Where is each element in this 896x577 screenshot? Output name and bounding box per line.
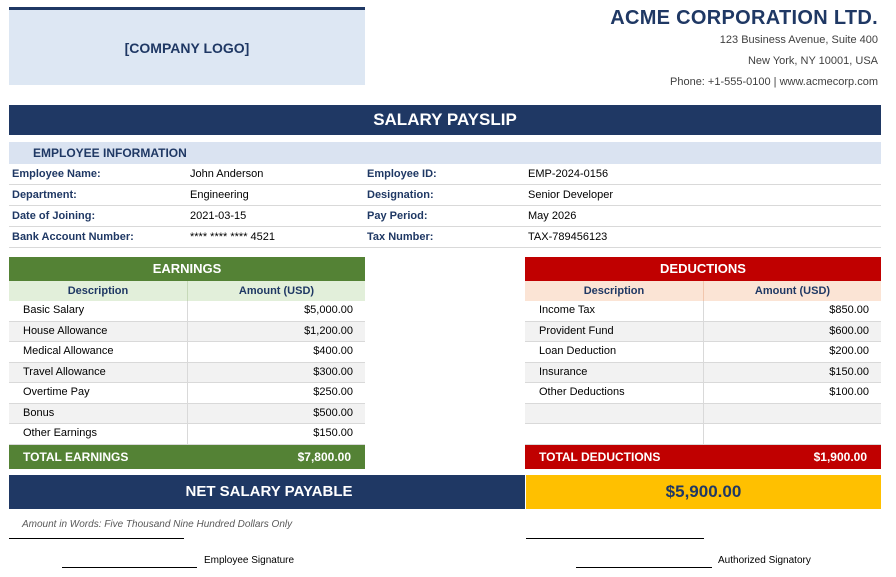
total-deductions-label: TOTAL DEDUCTIONS xyxy=(539,449,661,464)
earnings-heading: EARNINGS xyxy=(9,257,365,281)
divider xyxy=(9,538,184,539)
info-label: Employee ID: xyxy=(367,168,437,180)
earning-description: House Allowance xyxy=(23,324,108,337)
deductions-row xyxy=(525,301,881,322)
earning-description: Travel Allowance xyxy=(23,365,106,378)
info-label: Department: xyxy=(12,189,77,201)
deduction-amount: $850.00 xyxy=(829,304,869,316)
employee-signature-label: Employee Signature xyxy=(204,555,295,566)
info-value: 2021-03-15 xyxy=(190,210,247,222)
earnings-total-row xyxy=(9,445,365,469)
payslip-title: SALARY PAYSLIP xyxy=(9,105,881,135)
total-deductions-value: $1,900.00 xyxy=(813,449,867,464)
amount-in-words: Amount in Words: Five Thousand Nine Hundred Dollars Only xyxy=(22,519,293,530)
deduction-description: Other Deductions xyxy=(539,386,625,398)
info-row xyxy=(9,206,881,227)
earning-amount: $500.00 xyxy=(313,406,353,419)
info-label: Employee Name: xyxy=(12,168,101,180)
earning-description: Medical Allowance xyxy=(23,345,114,357)
earnings-column-header xyxy=(9,281,365,301)
deduction-description: Loan Deduction xyxy=(539,345,617,357)
deduction-amount: $200.00 xyxy=(829,345,869,357)
info-value: Senior Developer xyxy=(528,189,613,201)
deductions-row xyxy=(525,363,881,384)
deduction-amount: $600.00 xyxy=(829,324,869,337)
deductions-col-amount: Amount (USD) xyxy=(754,285,831,297)
info-value: **** **** **** 4521 xyxy=(190,231,276,243)
info-row xyxy=(9,185,881,206)
divider xyxy=(526,538,704,539)
contact-line: Phone: +1-555-0100 | www.acmecorp.com xyxy=(670,76,878,88)
earnings-row xyxy=(9,383,365,404)
info-label: Tax Number: xyxy=(367,231,434,243)
info-label: Designation: xyxy=(367,189,434,201)
deductions-column-header xyxy=(525,281,881,301)
deductions-row xyxy=(525,424,881,445)
info-row xyxy=(9,164,881,185)
employee-signature-line xyxy=(62,567,197,568)
info-value: TAX-789456123 xyxy=(528,231,608,243)
deduction-description: Provident Fund xyxy=(539,324,614,337)
earnings-row xyxy=(9,322,365,343)
earnings-panel xyxy=(9,257,365,469)
deductions-row xyxy=(525,404,881,425)
company-info xyxy=(610,6,878,93)
earning-description: Bonus xyxy=(23,406,55,419)
info-value: John Anderson xyxy=(190,168,264,180)
earning-amount: $300.00 xyxy=(313,365,353,378)
deductions-col-description: Description xyxy=(525,281,704,301)
address-line-1: 123 Business Avenue, Suite 400 xyxy=(719,34,878,46)
deduction-description: Insurance xyxy=(539,365,588,378)
deductions-row xyxy=(525,322,881,343)
net-salary-bar xyxy=(9,475,525,509)
info-value: Engineering xyxy=(190,189,249,201)
address-line-2: New York, NY 10001, USA xyxy=(747,55,878,67)
earnings-col-amount: Amount (USD) xyxy=(238,285,315,297)
earning-amount: $1,200.00 xyxy=(304,324,353,337)
earnings-row xyxy=(9,404,365,425)
earning-description: Basic Salary xyxy=(23,304,85,316)
earning-amount: $250.00 xyxy=(313,386,353,398)
authorized-signature-line xyxy=(576,567,712,568)
net-salary-label: NET SALARY PAYABLE xyxy=(185,483,353,500)
earning-amount: $400.00 xyxy=(313,345,353,357)
info-label: Pay Period: xyxy=(367,210,428,222)
info-row xyxy=(9,227,881,248)
company-logo-placeholder xyxy=(9,7,365,85)
company-name: ACME CORPORATION LTD. xyxy=(610,7,878,29)
deductions-row xyxy=(525,342,881,363)
employee-info-heading: EMPLOYEE INFORMATION xyxy=(9,142,881,164)
earning-amount: $150.00 xyxy=(313,427,353,439)
deduction-description: Income Tax xyxy=(539,304,596,316)
deductions-row xyxy=(525,383,881,404)
deductions-heading: DEDUCTIONS xyxy=(525,257,881,281)
earning-description: Other Earnings xyxy=(23,427,97,439)
earnings-row xyxy=(9,424,365,445)
info-value: EMP-2024-0156 xyxy=(528,168,609,180)
earnings-row xyxy=(9,363,365,384)
total-earnings-label: TOTAL EARNINGS xyxy=(23,449,129,464)
info-label: Bank Account Number: xyxy=(12,231,134,243)
net-salary-value: $5,900.00 xyxy=(526,475,881,509)
total-earnings-value: $7,800.00 xyxy=(297,449,351,464)
deductions-total-row xyxy=(525,445,881,469)
earnings-row xyxy=(9,301,365,322)
earnings-col-description: Description xyxy=(9,281,188,301)
authorized-signature-label: Authorized Signatory xyxy=(718,555,811,566)
deduction-amount: $150.00 xyxy=(829,365,869,378)
info-label: Date of Joining: xyxy=(12,210,96,222)
deduction-amount: $100.00 xyxy=(829,386,869,398)
info-value: May 2026 xyxy=(528,210,577,222)
deductions-panel xyxy=(525,257,881,469)
earnings-row xyxy=(9,342,365,363)
logo-text: [COMPANY LOGO] xyxy=(124,40,250,56)
earning-description: Overtime Pay xyxy=(23,386,90,398)
earning-amount: $5,000.00 xyxy=(304,304,353,316)
